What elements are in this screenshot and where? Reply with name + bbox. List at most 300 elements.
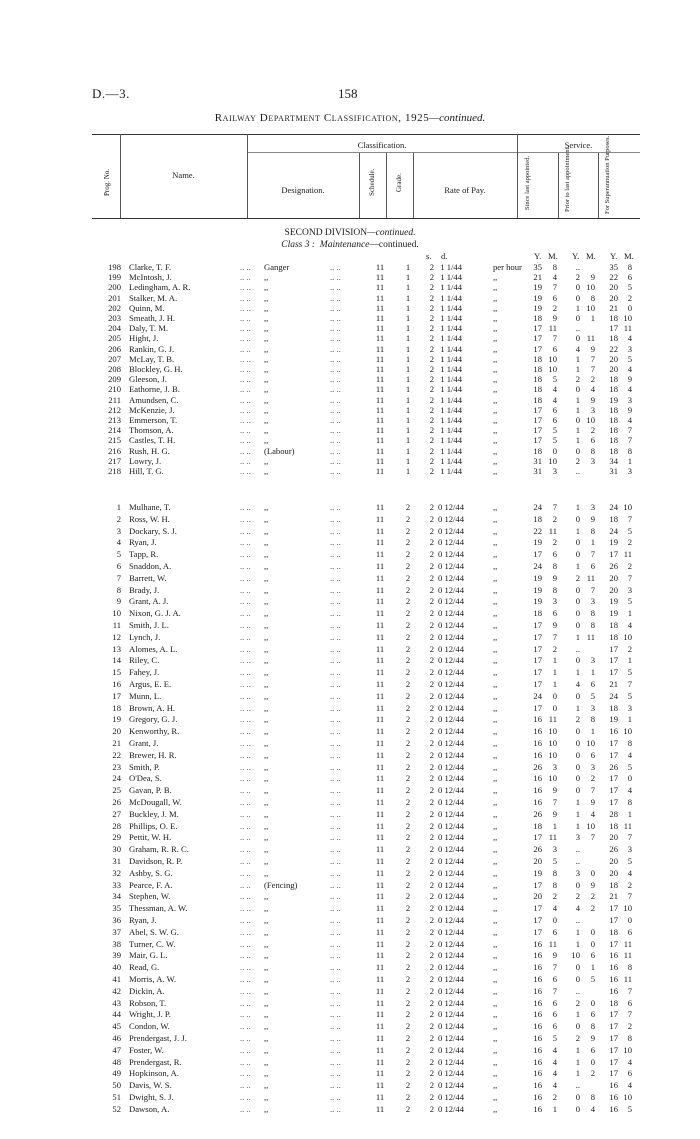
table-row bbox=[0, 466, 700, 476]
rate-pence: 0 12/44 bbox=[438, 785, 465, 796]
grade: 1 bbox=[405, 415, 411, 425]
row-number: 15 bbox=[112, 667, 121, 678]
rate-basis: ,, bbox=[493, 738, 498, 748]
super-months: 7 bbox=[627, 572, 632, 583]
since-years: 19 bbox=[533, 302, 542, 313]
rate-basis: ,, bbox=[493, 1009, 498, 1020]
prior-years: 0 bbox=[575, 655, 580, 666]
leader-dots: .. .. bbox=[240, 466, 251, 476]
rate-basis: ,, bbox=[493, 302, 498, 313]
prior-years: 0 bbox=[575, 761, 580, 772]
since-years: 16 bbox=[533, 1009, 542, 1020]
super-months: 3 bbox=[627, 702, 632, 713]
prior-years: 0 bbox=[575, 785, 580, 796]
rate-basis: ,, bbox=[493, 867, 498, 878]
rate-pence: 0 12/44 bbox=[438, 844, 465, 855]
table-row bbox=[0, 333, 700, 343]
since-months: 2 bbox=[552, 1092, 557, 1102]
since-months: 10 bbox=[548, 364, 557, 374]
schedule: 11 bbox=[375, 302, 385, 313]
since-years: 18 bbox=[533, 394, 542, 405]
unit-shillings: s. bbox=[426, 251, 432, 261]
super-months: 3 bbox=[627, 343, 632, 354]
designation: ,, bbox=[264, 761, 269, 772]
row-number: 36 bbox=[112, 915, 121, 925]
since-months: 1 bbox=[552, 667, 557, 678]
staff-name: Thessman, A. W. bbox=[129, 903, 188, 914]
rate-shillings: 2 bbox=[429, 702, 434, 713]
rate-shillings: 2 bbox=[429, 926, 434, 937]
prior-months: 9 bbox=[590, 513, 595, 524]
since-years: 26 bbox=[533, 844, 542, 855]
super-years: 17 bbox=[609, 915, 618, 925]
designation: ,, bbox=[264, 679, 269, 689]
super-years: 16 bbox=[609, 1092, 618, 1102]
prior-months: 11 bbox=[586, 572, 595, 583]
staff-name: Daly, T. M. bbox=[129, 323, 168, 334]
staff-name: Buckley, J. M. bbox=[129, 808, 179, 819]
rate-basis: ,, bbox=[493, 384, 498, 395]
leader-dots: .. .. bbox=[330, 962, 341, 973]
leader-dots: .. .. bbox=[330, 384, 341, 395]
rate-basis: ,, bbox=[493, 726, 498, 737]
header-since-appointed: Since last appointed. bbox=[524, 156, 531, 210]
rate-pence: 0 12/44 bbox=[438, 915, 465, 925]
super-months: 5 bbox=[627, 282, 632, 293]
leader-dots: .. .. bbox=[240, 313, 251, 323]
designation: ,, bbox=[264, 738, 269, 748]
rate-shillings: 2 bbox=[429, 797, 434, 807]
rate-basis: ,, bbox=[493, 844, 498, 855]
grade: 2 bbox=[405, 950, 411, 961]
since-months: 3 bbox=[552, 844, 557, 855]
schedule: 11 bbox=[375, 1009, 385, 1020]
since-years: 24 bbox=[533, 561, 542, 571]
rate-shillings: 2 bbox=[429, 808, 434, 819]
super-years: 17 bbox=[609, 1068, 618, 1079]
schedule: 11 bbox=[375, 915, 385, 925]
grade: 1 bbox=[405, 445, 411, 456]
super-years: 16 bbox=[609, 974, 618, 984]
schedule: 11 bbox=[375, 262, 385, 272]
prior-months: 6 bbox=[590, 1009, 595, 1020]
since-months: 4 bbox=[552, 903, 557, 914]
super-years: 17 bbox=[609, 323, 618, 334]
designation: ,, bbox=[264, 1044, 269, 1055]
since-months: 9 bbox=[552, 808, 557, 819]
grade: 2 bbox=[405, 1056, 411, 1067]
table-row bbox=[0, 1045, 700, 1055]
grade: 1 bbox=[405, 323, 411, 334]
super-years: 28 bbox=[609, 808, 618, 819]
leader-dots: .. .. bbox=[330, 353, 341, 364]
staff-name: Fahey, J. bbox=[129, 667, 160, 678]
since-months: 2 bbox=[552, 537, 557, 548]
since-years: 19 bbox=[533, 596, 542, 607]
super-months: 8 bbox=[627, 445, 632, 456]
since-months: 0 bbox=[552, 915, 557, 925]
super-months: 5 bbox=[627, 690, 632, 701]
table-row bbox=[0, 1057, 700, 1067]
table-row bbox=[0, 262, 700, 272]
since-years: 16 bbox=[533, 997, 542, 1008]
prior-months: 5 bbox=[590, 690, 595, 701]
since-years: 17 bbox=[533, 832, 542, 843]
grade: 2 bbox=[405, 1044, 411, 1055]
super-years: 31 bbox=[609, 466, 618, 476]
leader-dots: .. .. bbox=[240, 292, 251, 303]
leader-dots: .. .. bbox=[240, 608, 251, 619]
grade: 1 bbox=[405, 384, 411, 395]
designation: ,, bbox=[264, 867, 269, 878]
super-years: 24 bbox=[609, 502, 618, 512]
prior-months: 5 bbox=[590, 974, 595, 984]
grade: 2 bbox=[405, 620, 411, 630]
rate-pence: 0 12/44 bbox=[438, 525, 465, 536]
leader-dots: .. .. bbox=[240, 572, 251, 583]
table-row bbox=[0, 880, 700, 890]
designation: ,, bbox=[264, 714, 269, 725]
rate-pence: 0 12/44 bbox=[438, 997, 465, 1008]
super-years: 18 bbox=[609, 620, 618, 630]
rate-basis: ,, bbox=[493, 926, 498, 937]
since-months: 7 bbox=[552, 333, 557, 344]
since-years: 17 bbox=[533, 425, 542, 436]
prior-months: 6 bbox=[590, 1044, 595, 1055]
schedule: 11 bbox=[375, 394, 385, 405]
leader-dots: .. .. bbox=[240, 643, 251, 654]
leader-dots: .. .. bbox=[240, 1021, 251, 1032]
leader-dots: .. .. bbox=[330, 262, 341, 272]
staff-name: Ashby, S. G. bbox=[129, 867, 173, 878]
super-months: 4 bbox=[627, 749, 632, 760]
designation: ,, bbox=[264, 938, 269, 949]
super-months: 1 bbox=[627, 608, 632, 619]
table-row bbox=[0, 998, 700, 1008]
prior-months: 7 bbox=[590, 353, 595, 364]
header-prior-appointment: Prior to last appointment. bbox=[564, 145, 571, 212]
prior-years: 0 bbox=[575, 282, 580, 293]
prior-months: 4 bbox=[590, 808, 595, 819]
prior-months: 9 bbox=[590, 272, 595, 283]
leader-dots: .. .. bbox=[240, 1056, 251, 1067]
rate-shillings: 2 bbox=[429, 844, 434, 855]
prior-months: 2 bbox=[590, 425, 595, 436]
row-number: 206 bbox=[108, 343, 121, 354]
leader-dots: .. .. bbox=[240, 272, 251, 283]
staff-name: Argus, E. E. bbox=[129, 679, 172, 689]
rate-basis: ,, bbox=[493, 272, 498, 283]
table-row bbox=[0, 832, 700, 842]
table-row bbox=[0, 585, 700, 595]
super-months: 10 bbox=[623, 726, 632, 737]
prior-years: 0 bbox=[575, 749, 580, 760]
prior-months: 11 bbox=[586, 333, 595, 344]
schedule: 11 bbox=[375, 785, 385, 796]
super-years: 18 bbox=[609, 384, 618, 395]
prior-years: 0 bbox=[575, 773, 580, 784]
super-years: 19 bbox=[609, 596, 618, 607]
prior-years: 4 bbox=[575, 343, 580, 354]
since-months: 5 bbox=[552, 425, 557, 436]
staff-name: Nixon, G. J. A. bbox=[129, 608, 181, 619]
leader-dots: .. .. bbox=[240, 773, 251, 784]
staff-name: Dawson, A. bbox=[129, 1103, 170, 1114]
leader-dots: .. .. bbox=[330, 879, 341, 890]
rate-shillings: 2 bbox=[429, 856, 434, 866]
leader-dots: .. .. bbox=[240, 820, 251, 831]
rate-pence: 0 12/44 bbox=[438, 867, 465, 878]
super-years: 18 bbox=[609, 435, 618, 446]
leader-dots: .. .. bbox=[330, 985, 341, 996]
grade: 2 bbox=[405, 761, 411, 772]
grade: 2 bbox=[405, 584, 411, 595]
leader-dots: .. .. bbox=[330, 749, 341, 760]
designation: ,, bbox=[264, 1092, 269, 1102]
header-grade: Grade. bbox=[395, 173, 403, 192]
prior-months: 1 bbox=[590, 537, 595, 548]
prior-years: 0 bbox=[575, 537, 580, 548]
since-months: 10 bbox=[548, 738, 557, 748]
leader-dots: .. .. bbox=[330, 655, 341, 666]
rate-basis: ,, bbox=[493, 415, 498, 425]
leader-dots: .. .. bbox=[330, 738, 341, 748]
rate-pence: 1 1/44 bbox=[440, 425, 462, 436]
since-years: 18 bbox=[533, 608, 542, 619]
prior-months: 3 bbox=[590, 455, 595, 466]
staff-name: McIntosh, J. bbox=[129, 272, 172, 283]
row-number: 22 bbox=[112, 749, 121, 760]
rate-basis: ,, bbox=[493, 938, 498, 949]
table-row bbox=[0, 974, 700, 984]
grade: 2 bbox=[405, 997, 411, 1008]
schedule: 11 bbox=[375, 292, 385, 303]
rate-basis: ,, bbox=[493, 714, 498, 725]
header-bottom-rule bbox=[92, 218, 640, 219]
rate-pence: 0 12/44 bbox=[438, 643, 465, 654]
super-years: 17 bbox=[609, 1009, 618, 1020]
since-years: 17 bbox=[533, 631, 542, 642]
leader-dots: .. .. bbox=[330, 374, 341, 385]
schedule: 11 bbox=[375, 997, 385, 1008]
leader-dots: .. .. bbox=[330, 572, 341, 583]
leader-dots: .. .. bbox=[330, 537, 341, 548]
schedule: 11 bbox=[375, 435, 385, 446]
since-years: 16 bbox=[533, 797, 542, 807]
schedule: 11 bbox=[375, 374, 385, 385]
super-months: 11 bbox=[623, 820, 632, 831]
row-number: 16 bbox=[112, 679, 121, 689]
row-number: 218 bbox=[108, 466, 121, 476]
schedule: 11 bbox=[375, 773, 385, 784]
row-number: 44 bbox=[112, 1009, 121, 1020]
table-row bbox=[0, 903, 700, 913]
grade: 2 bbox=[405, 891, 411, 902]
row-number: 1 bbox=[116, 502, 121, 512]
super-years: 17 bbox=[609, 1044, 618, 1055]
rate-pence: 1 1/44 bbox=[440, 343, 462, 354]
leader-dots: .. .. bbox=[240, 584, 251, 595]
leader-dots: .. .. bbox=[330, 702, 341, 713]
prior-years: 10 bbox=[571, 950, 580, 961]
prior-months: 3 bbox=[590, 596, 595, 607]
schedule: 11 bbox=[375, 726, 385, 737]
division-name: SECOND DIVISION bbox=[284, 228, 368, 238]
since-months: 6 bbox=[552, 343, 557, 354]
rate-pence: 1 1/44 bbox=[440, 445, 462, 456]
designation: ,, bbox=[264, 455, 269, 466]
row-number: 212 bbox=[108, 404, 121, 415]
staff-name: Tapp, R. bbox=[129, 549, 159, 560]
super-years: 26 bbox=[609, 561, 618, 571]
rate-shillings: 2 bbox=[429, 667, 434, 678]
staff-name: Ross, W. H. bbox=[129, 513, 170, 524]
since-years: 17 bbox=[533, 404, 542, 415]
prior-years: 0 bbox=[575, 549, 580, 560]
col-divider-3 bbox=[359, 153, 360, 218]
grade: 2 bbox=[405, 1009, 411, 1020]
super-years: 20 bbox=[609, 364, 618, 374]
super-years: 18 bbox=[609, 425, 618, 436]
rate-shillings: 2 bbox=[429, 384, 434, 395]
table-row bbox=[0, 797, 700, 807]
table-row bbox=[0, 726, 700, 736]
rate-shillings: 2 bbox=[429, 502, 434, 512]
leader-dots: .. .. bbox=[240, 364, 251, 374]
since-years: 20 bbox=[533, 856, 542, 866]
leader-dots: .. .. bbox=[330, 584, 341, 595]
super-years: 21 bbox=[609, 679, 618, 689]
staff-name: Abel, S. W. G. bbox=[129, 926, 179, 937]
since-years: 19 bbox=[533, 572, 542, 583]
prior-years: 0 bbox=[575, 726, 580, 737]
prior-years: 1 bbox=[575, 797, 580, 807]
prior-years: 4 bbox=[575, 679, 580, 689]
staff-name: Dickin, A. bbox=[129, 985, 165, 996]
table-row bbox=[0, 344, 700, 354]
designation: ,, bbox=[264, 435, 269, 446]
leader-dots: .. .. bbox=[240, 323, 251, 334]
since-years: 16 bbox=[533, 938, 542, 949]
schedule: 11 bbox=[375, 1021, 385, 1032]
since-months: 6 bbox=[552, 1021, 557, 1032]
since-months: 6 bbox=[552, 549, 557, 560]
prior-months: 2 bbox=[590, 374, 595, 385]
rate-shillings: 2 bbox=[429, 974, 434, 984]
header-schedule: Schedule. bbox=[368, 168, 376, 196]
rate-pence: 0 12/44 bbox=[438, 832, 465, 843]
rate-pence: 0 12/44 bbox=[438, 655, 465, 666]
rate-pence: 0 12/44 bbox=[438, 950, 465, 961]
row-number: 18 bbox=[112, 702, 121, 713]
prior-years: 1 bbox=[575, 364, 580, 374]
since-months: 7 bbox=[552, 985, 557, 996]
grade: 1 bbox=[405, 262, 411, 272]
leader-dots: .. .. bbox=[240, 702, 251, 713]
super-years: 17 bbox=[609, 655, 618, 666]
row-number: 23 bbox=[112, 761, 121, 772]
designation: ,, bbox=[264, 950, 269, 961]
leader-dots: .. .. bbox=[240, 1033, 251, 1043]
leader-dots: .. .. bbox=[240, 808, 251, 819]
staff-name: Rush, H. G. bbox=[129, 445, 170, 456]
leader-dots: .. .. bbox=[240, 761, 251, 772]
grade: 1 bbox=[405, 302, 411, 313]
prior-years: 1 bbox=[575, 404, 580, 415]
super-months: 10 bbox=[623, 313, 632, 323]
since-years: 16 bbox=[533, 726, 542, 737]
schedule: 11 bbox=[375, 353, 385, 364]
prior-months: 2 bbox=[590, 891, 595, 902]
since-months: 6 bbox=[552, 608, 557, 619]
super-years: 19 bbox=[609, 714, 618, 725]
rate-basis: ,, bbox=[493, 856, 498, 866]
since-years: 18 bbox=[533, 353, 542, 364]
title-main: Railway Department Classification, 1925 bbox=[214, 112, 430, 124]
super-years: 34 bbox=[609, 455, 618, 466]
leader-dots: .. .. bbox=[240, 1080, 251, 1091]
table-row bbox=[0, 950, 700, 960]
leader-dots: .. .. bbox=[240, 1103, 251, 1114]
super-months: 8 bbox=[627, 738, 632, 748]
designation: ,, bbox=[264, 1033, 269, 1043]
rate-shillings: 2 bbox=[429, 879, 434, 890]
schedule: 11 bbox=[375, 926, 385, 937]
table-row bbox=[0, 644, 700, 654]
row-number: 203 bbox=[108, 313, 121, 323]
rate-shillings: 2 bbox=[429, 985, 434, 996]
row-number: 8 bbox=[116, 584, 121, 595]
super-months: 7 bbox=[627, 425, 632, 436]
unit-m3: M. bbox=[624, 251, 634, 261]
prior-months: 9 bbox=[590, 394, 595, 405]
row-number: 28 bbox=[112, 820, 121, 831]
table-row bbox=[0, 374, 700, 384]
super-years: 17 bbox=[609, 797, 618, 807]
grade: 2 bbox=[405, 702, 411, 713]
schedule: 11 bbox=[375, 797, 385, 807]
prior-years: 0 bbox=[575, 415, 580, 425]
since-months: 8 bbox=[552, 867, 557, 878]
rate-shillings: 2 bbox=[429, 1092, 434, 1102]
rate-shillings: 2 bbox=[429, 404, 434, 415]
schedule: 11 bbox=[375, 738, 385, 748]
rate-shillings: 2 bbox=[429, 302, 434, 313]
since-years: 16 bbox=[533, 962, 542, 973]
service-underline bbox=[517, 152, 640, 153]
schedule: 11 bbox=[375, 962, 385, 973]
super-years: 20 bbox=[609, 292, 618, 303]
leader-dots: .. .. bbox=[240, 537, 251, 548]
since-years: 19 bbox=[533, 867, 542, 878]
leader-dots: .. .. bbox=[330, 1103, 341, 1114]
rate-pence: 1 1/44 bbox=[440, 415, 462, 425]
rate-basis: ,, bbox=[493, 667, 498, 678]
leader-dots: .. .. bbox=[240, 262, 251, 272]
leader-dots: .. .. bbox=[240, 384, 251, 395]
leader-dots: .. .. bbox=[330, 926, 341, 937]
prior-years: 1 bbox=[575, 525, 580, 536]
grade: 2 bbox=[405, 738, 411, 748]
prior-months: 1 bbox=[590, 667, 595, 678]
since-months: 9 bbox=[552, 950, 557, 961]
row-number: 209 bbox=[108, 374, 121, 385]
designation: ,, bbox=[264, 844, 269, 855]
since-years: 19 bbox=[533, 282, 542, 293]
since-years: 19 bbox=[533, 537, 542, 548]
row-number: 47 bbox=[112, 1044, 121, 1055]
since-years: 16 bbox=[533, 749, 542, 760]
